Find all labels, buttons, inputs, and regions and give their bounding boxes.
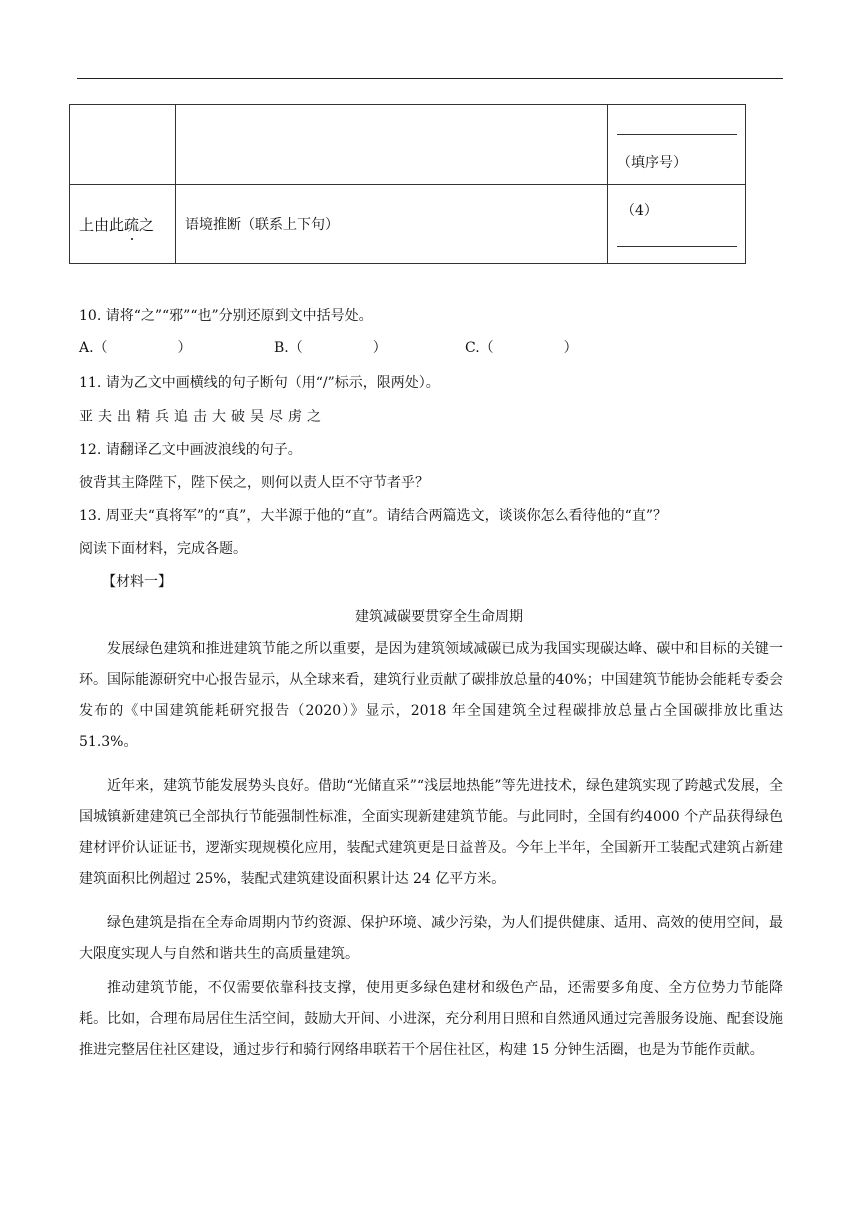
q10-option-c: C.（ ）	[465, 340, 578, 356]
q10-option-a: A.（ ）	[79, 340, 192, 356]
q12-sentence: 彼背其主降陛下，陛下侯之，则何以责人臣不守节者乎？	[79, 475, 429, 491]
article-paragraph: 推动建筑节能，不仅需要依靠科技支撑，使用更多绿色建材和级色产品，还需要多角度、全方位势力节能降耗。比如，合理布局居住生活空间，鼓励大开间、小进深，充分利用日照和自然通风通过完善服务设施、配套设施推进完整居住社区建设，通过步行和骑行网络串联若干个居住社区，构建 15 分钟生活圈，也是为节能作贡献。	[79, 980, 783, 1058]
article-title: 建筑减碳要贯穿全生命周期	[355, 609, 523, 625]
table-cell-answer	[608, 185, 746, 264]
fill-number-hint: （填序号）	[617, 155, 687, 171]
phrase-text: 上由此疏之	[79, 215, 155, 234]
emphasis-dot-char: 疏	[124, 215, 140, 234]
answer-blank-line	[617, 246, 737, 247]
table-cell-answer	[608, 105, 746, 185]
table-row	[70, 185, 746, 264]
article-paragraph: 发展绿色建筑和推进建筑节能之所以重要，是因为建筑领域减碳已成为我国实现碳达峰、碳中和目标的关键一环。国际能源研究中心报告显示，从全球来看，建筑行业贡献了碳排放总量的40%；中国建筑节能协会能耗专委会发布的《中国建筑能耗研究报告（2020）》显示，2018 年全国建筑全过程碳排放总量占全国碳排放比重达 51.3%。	[79, 641, 783, 750]
material-label: 【材料一】	[102, 574, 172, 590]
header-rule	[77, 78, 783, 79]
answer-table	[69, 104, 746, 264]
reading-intro: 阅读下面材料，完成各题。	[79, 541, 247, 557]
method-text: 语境推断（联系上下句）	[185, 217, 339, 233]
article-paragraph: 近年来，建筑节能发展势头良好。借助“光储直采”“浅层地热能”等先进技术，绿色建筑实现了跨越式发展，全国城镇新建建筑已全部执行节能强制性标准，全面实现新建建筑节能。与此同时，全国有约4000 个产品获得绿色建材评价认证证书，逻渐实现规模化应用，装配式建筑更是日益普及。今年上半年，全国新开工装配式建筑占新建建筑面积比例超过 25%，装配式建筑建设面积累计达 24 亿平方米。	[79, 778, 783, 887]
question-13: 13. 周亚夫“真将军”的“真”，大半源于他的“直”。请结合两篇选文，谈谈你怎么看待他的“直”？	[79, 508, 667, 524]
answer-index-label: （4）	[621, 203, 658, 219]
answer-blank-line	[617, 134, 737, 135]
question-11: 11. 请为乙文中画横线的句子断句（用“/”标示，限两处）。	[79, 375, 440, 391]
question-12: 12. 请翻译乙文中画波浪线的句子。	[79, 442, 302, 458]
table-cell-phrase	[70, 185, 176, 264]
article-paragraph: 绿色建筑是指在全寿命周期内节约资源、保护环境、减少污染，为人们提供健康、适用、高效的使用空间，最大限度实现人与自然和谐共生的高质量建筑。	[79, 915, 783, 962]
q10-option-b: B.（ ）	[274, 340, 387, 356]
table-cell-method	[176, 185, 608, 264]
table-cell-method	[176, 105, 608, 185]
question-10: 10. 请将“之”“邪”“也”分别还原到文中括号处。	[79, 308, 373, 324]
table-row	[70, 105, 746, 185]
q11-sentence: 亚夫出精兵追击大破吴尽虏之	[79, 409, 326, 425]
table-cell-phrase	[70, 105, 176, 185]
